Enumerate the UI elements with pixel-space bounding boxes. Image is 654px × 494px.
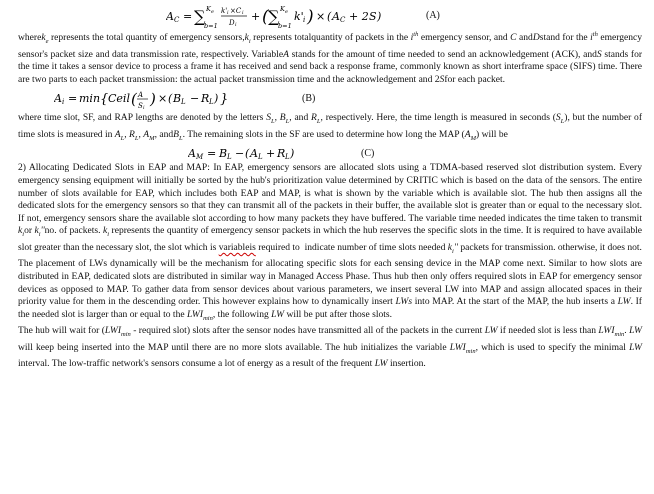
svg-text:(: ( (327, 10, 332, 23)
paragraph-4: The placement of LWs dynamically will be the mechanism for allocating specific slots for each sensing device in the MAP come next. Similar to how slots are distributed in EAP, dedicated slots are distributed in similar way in Managed Access Phase. Thus hub then only offers required slots in EAP for emergency sensor devices as opposed to MAP. To gather data from sensor devices about various parameters, we insert several LW into MAP and assign allocated spaces in their priority value for them in the descending order. This however explains how to dynamically insert LWs into MAP. At the start of the MAP, the hub inserts a LW. If the needed slot is larger than or equal to the $LWI_{min}$, the following LW will be put after those slots. (18, 258, 642, 322)
svg-text:K: K (206, 5, 211, 13)
svg-text:i: i (143, 105, 145, 112)
svg-text:Ceil: Ceil (108, 92, 130, 106)
svg-text:×: × (316, 10, 326, 23)
svg-text:D: D (229, 19, 235, 27)
svg-text:C: C (340, 16, 346, 24)
svg-text:k': k' (294, 10, 304, 23)
svg-text:): ) (150, 90, 156, 109)
svg-text:(: ( (131, 90, 137, 109)
svg-text:): ) (214, 92, 219, 106)
svg-text:A: A (166, 10, 174, 23)
svg-text:−: − (235, 147, 245, 161)
svg-text:B: B (219, 147, 228, 161)
equation-c-expression (188, 145, 318, 162)
svg-text:i: i (227, 10, 229, 16)
svg-text:b=1: b=1 (204, 22, 218, 29)
svg-text:S: S (369, 10, 377, 23)
svg-text:∑: ∑ (268, 7, 280, 26)
svg-text:(: ( (245, 147, 250, 161)
svg-text:−: − (190, 92, 200, 106)
svg-text:K: K (280, 5, 285, 13)
svg-text:e: e (285, 9, 288, 15)
svg-text:L: L (181, 98, 186, 107)
svg-text:×C: ×C (230, 7, 242, 15)
svg-text:L: L (209, 98, 214, 107)
svg-text:): ) (307, 7, 314, 27)
svg-text:C: C (174, 16, 180, 24)
svg-text:+: + (266, 147, 276, 161)
svg-text:L: L (285, 153, 290, 162)
svg-text:i: i (242, 10, 244, 16)
paragraph-5: The hub will wait for ($LWI_{min}$ - required slot) slots after the sensor nodes have transmitted all of the packets in the current LW if needed slot is less than $LWI_{min}$. LW will keep being inserted into the MAP until there are no more slots available. The hub initializes the variable $LWI_{min}$, which is used to specify the minimal LW interval. The low-traffic network's sensors consume a lot of energy as a result of the frequent LW insertion. (18, 325, 642, 370)
svg-text:e: e (211, 9, 214, 15)
svg-text:L: L (227, 153, 232, 162)
svg-text:): ) (290, 147, 295, 161)
svg-text:min: min (79, 92, 101, 106)
svg-text:i: i (303, 16, 306, 24)
paragraph-2: where time slot, SF, and RAP lengths are denoted by the letters $S_L$, $B_L$, and $R_L$, respectively. Here, the time length is measured in seconds $(S_L)$, but the number of time slots is measured in $A_L$, $R_L$, $A_M$, andB$_L$. The remaining slots in the SF are used to determine how long the MAP $(A_M)$ will be (18, 112, 642, 142)
equation-a-expression (166, 3, 416, 29)
svg-text:+: + (251, 10, 261, 23)
svg-text:B: B (173, 92, 182, 106)
svg-text:i: i (235, 22, 237, 28)
svg-text:R: R (201, 92, 210, 106)
equation-c (18, 145, 642, 162)
svg-text:=: = (183, 10, 193, 23)
svg-text:×: × (158, 92, 168, 106)
svg-text:+ 2: + 2 (349, 10, 369, 23)
svg-text:{: { (100, 92, 109, 108)
svg-text:i: i (62, 98, 65, 107)
paragraph-3: 2) Allocating Dedicated Slots in EAP and MAP: In EAP, emergency sensors are allocated slots using a TDMA-based reserved slot distribution system. Every emergency sensing equipment will initially be sorted by the hub's prioritization value determined by CRITIC which is based on the data of the sensors. The entire number of slots available for EAP, which includes both EAP and MAP, is what is shown by the variable which is available slot. The hub then assigns all the dedicated slots for the emergency sensors so that they can transmit all of the packets in their buffer, the available slot is greater than or equal to the necessary slot. If not, emergency sensors share the available slot according to how many packets they have buffered. The variable time needed indicates the time taken to transmit $k_ior$ $k_i''no$. of packets. $k_i$ represents the quantity of emergency sensor packets in which the hub reserves the specific slots in the time. It is required to have available slot greater than the necessary slot, the slot which is variableis required to indicate number of time slots needed $k_i''$ packets for transmission. otherwise, it does not. (18, 162, 642, 255)
svg-text:S: S (138, 102, 143, 111)
svg-text:A: A (332, 10, 340, 23)
equation-a-tag: (A) (426, 10, 440, 21)
svg-text:b=1: b=1 (278, 22, 292, 29)
svg-text:A: A (188, 147, 196, 161)
svg-text:A: A (138, 91, 144, 100)
svg-text:=: = (207, 147, 217, 161)
svg-text:L: L (258, 153, 263, 162)
svg-text:M: M (196, 153, 204, 162)
equation-b (18, 86, 642, 112)
equation-a (18, 3, 642, 29)
svg-text:(: ( (168, 92, 173, 106)
svg-text:R: R (277, 147, 286, 161)
svg-text:∑: ∑ (194, 7, 206, 26)
svg-text:=: = (68, 92, 78, 106)
svg-text:A: A (250, 147, 258, 161)
equation-b-tag: (B) (302, 93, 316, 105)
svg-text:(: ( (262, 7, 269, 27)
svg-text:}: } (220, 92, 229, 108)
svg-text:k': k' (221, 7, 228, 15)
equation-c-tag: (C) (361, 148, 375, 160)
svg-text:A: A (54, 92, 62, 106)
equation-b-expression (54, 86, 274, 112)
paragraph-1: wherek$_e$ represents the total quantity of emergency $sensors,k_i$ represents totalquantity of packets in the $i^{th}$ emergency sensor, and C andDstand for the $i^{th}$ emergency sensor's packet size and data transmission rate, respectively. VariableA stands for the amount of time needed to send an acknowledgement (ACK), andS stands for the time it takes a sensor device to process a frame it has received and send back a response frame, commonly known as short interframe space (SIFS) time. There are two parts to each packet transmission: the actual packet transmission time and the acknowledgement and 2Sfor each packet. (18, 31, 643, 85)
svg-text:): ) (377, 10, 382, 23)
